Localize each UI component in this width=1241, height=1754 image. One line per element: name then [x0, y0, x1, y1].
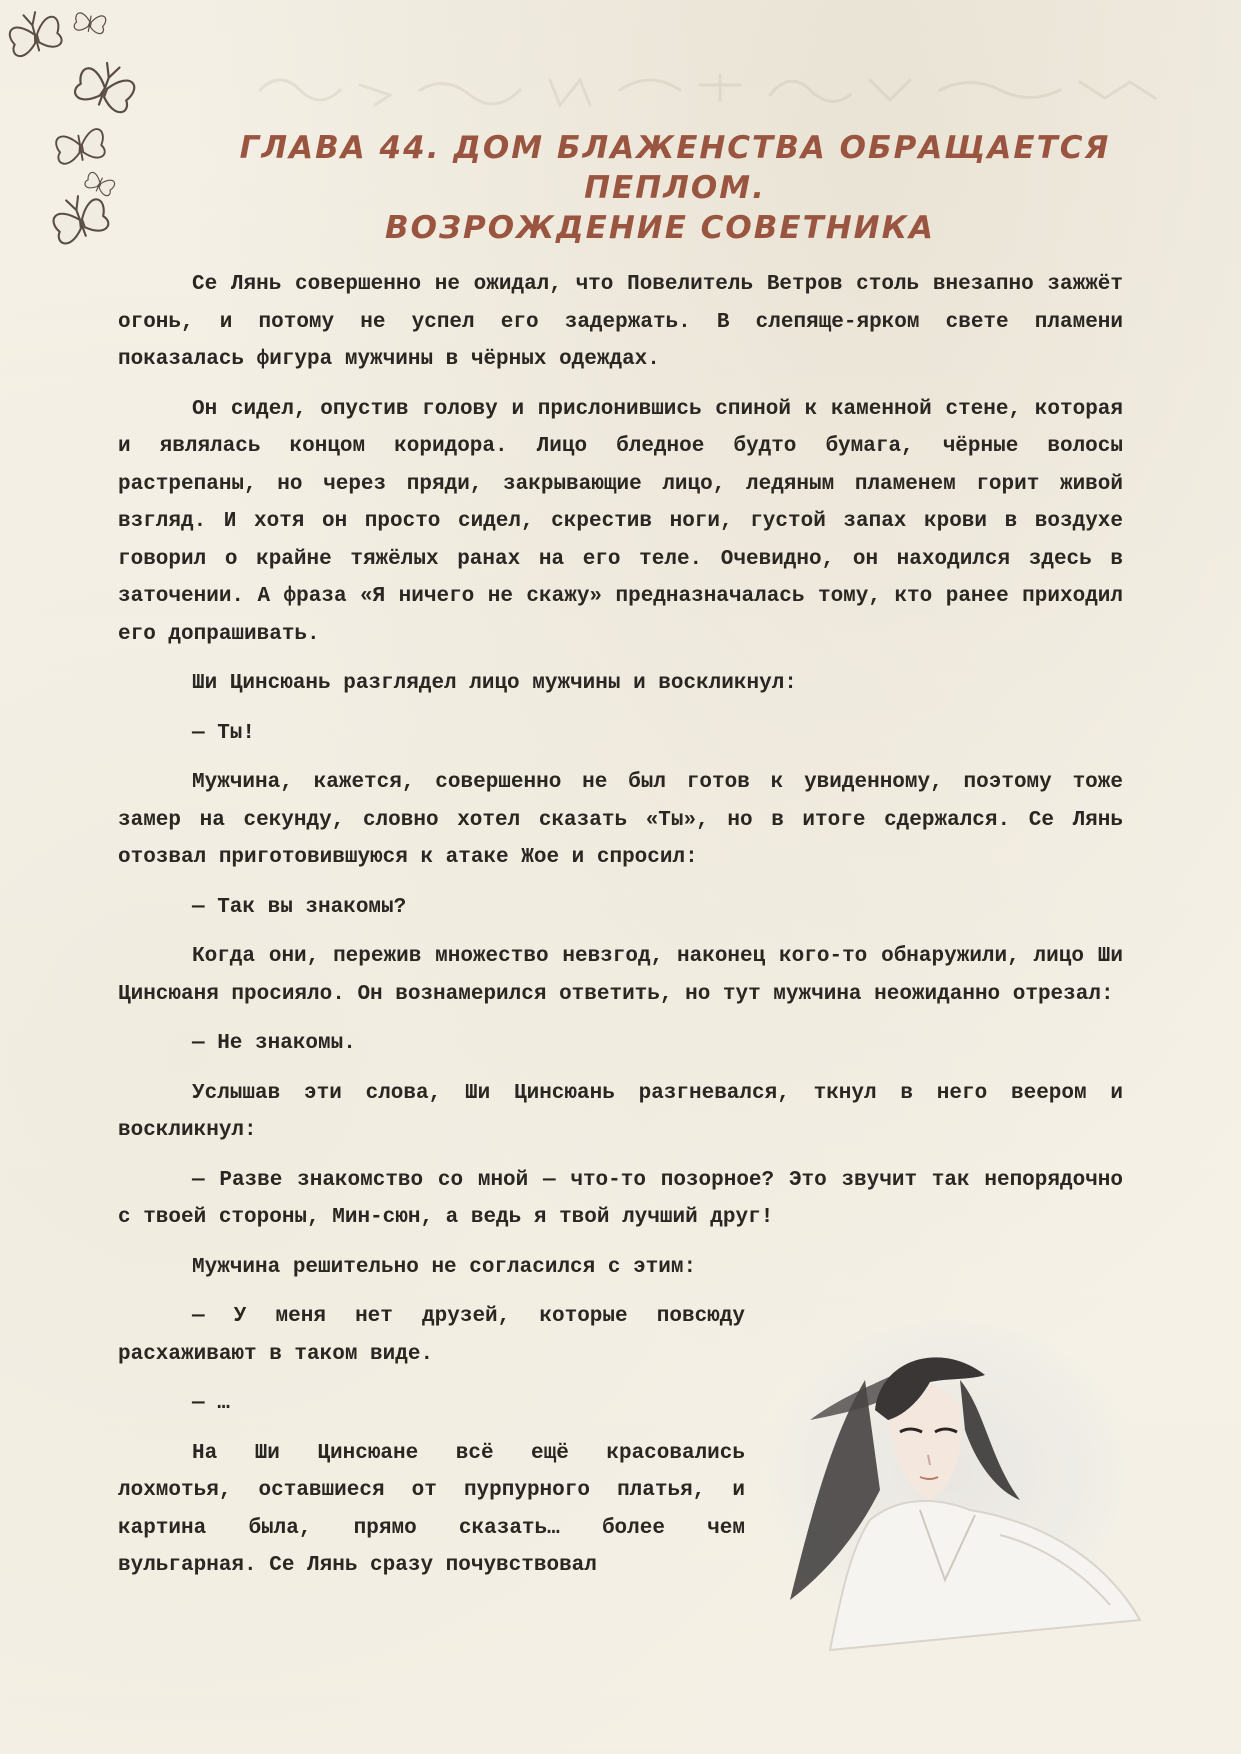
butterfly-icon — [73, 56, 139, 115]
paragraph: Он сидел, опустив голову и прислонившись спиной к каменной стене, которая и являлась концом коридора. Лицо бледное будто бумага, чёрные волосы растрепаны, но через пряди, закрывающие лицо, ледяным пламенем горит живой взгляд. И хотя он просто сидел, скрестив ноги, густой запах крови в воздухе говорил о крайне тяжёлых ранах на его теле. Очевидно, он находился здесь в заточении. А фраза «Я ничего не скажу» предназначалась тому, кто ранее приходил его допрашивать. — [118, 397, 1123, 646]
character-illustration — [770, 1320, 1150, 1660]
paragraph: Услышав эти слова, Ши Цинсюань разгневался, ткнул в него веером и воскликнул: — [118, 1081, 1123, 1142]
butterfly-icon — [84, 170, 116, 197]
paragraph: Когда они, пережив множество невзгод, наконец кого-то обнаружили, лицо Ши Цинсюаня просияло. Он вознамерился ответить, но тут мужчина неожиданно отрезал: — [118, 945, 1123, 1006]
butterfly-icon — [48, 189, 111, 245]
butterfly-icon — [74, 11, 107, 34]
paragraph: — … — [192, 1392, 230, 1415]
paragraph: — Ты! — [192, 721, 256, 745]
chapter-title — [160, 128, 1160, 248]
butterfly-icon — [5, 7, 63, 57]
background-calligraphy-decoration — [250, 60, 1210, 120]
paragraph: Ши Цинсюань разглядел лицо мужчины и воскликнул: — [192, 672, 797, 695]
butterfly-icon — [55, 128, 107, 165]
paragraph: На Ши Цинсюане всё ещё красовались лохмотья, оставшиеся от пурпурного платья, и картина была, прямо сказать… более чем вульгарная. Се Лянь сразу почувствовал — [118, 1441, 745, 1577]
chapter-title-line-1: ГЛАВА 44. ДОМ БЛАЖЕНСТВА ОБРАЩАЕТСЯ ПЕПЛОМ. — [239, 130, 1111, 206]
paragraph: — У меня нет друзей, которые повсюду расхаживают в таком виде. — [118, 1305, 745, 1366]
paragraph: — Не знакомы. — [192, 1032, 356, 1055]
paragraph: — Так вы знакомы? — [192, 895, 407, 919]
paragraph: Се Лянь совершенно не ожидал, что Повелитель Ветров столь внезапно зажжёт огонь, и потому не успел его задержать. В слепяще-ярком свете пламени показалась фигура мужчины в чёрных одеждах. — [118, 273, 1123, 371]
chapter-title-line-2: ВОЗРОЖДЕНИЕ СОВЕТНИКА — [385, 210, 935, 246]
paragraph: Мужчина, кажется, совершенно не был готов к увиденному, поэтому тоже замер на секунду, словно хотел сказать «Ты», но в итоге сдержался. Се Лянь отозвал приготовившуюся к атаке Жое и спросил: — [118, 771, 1123, 869]
butterflies-decoration — [0, 0, 160, 260]
paragraph: Мужчина решительно не согласился с этим: — [192, 1255, 697, 1279]
paragraph: — Разве знакомство со мной — что-то позорное? Это звучит так непорядочно с твоей стороны, Мин-сюн, а ведь я твой лучший друг! — [118, 1168, 1123, 1229]
